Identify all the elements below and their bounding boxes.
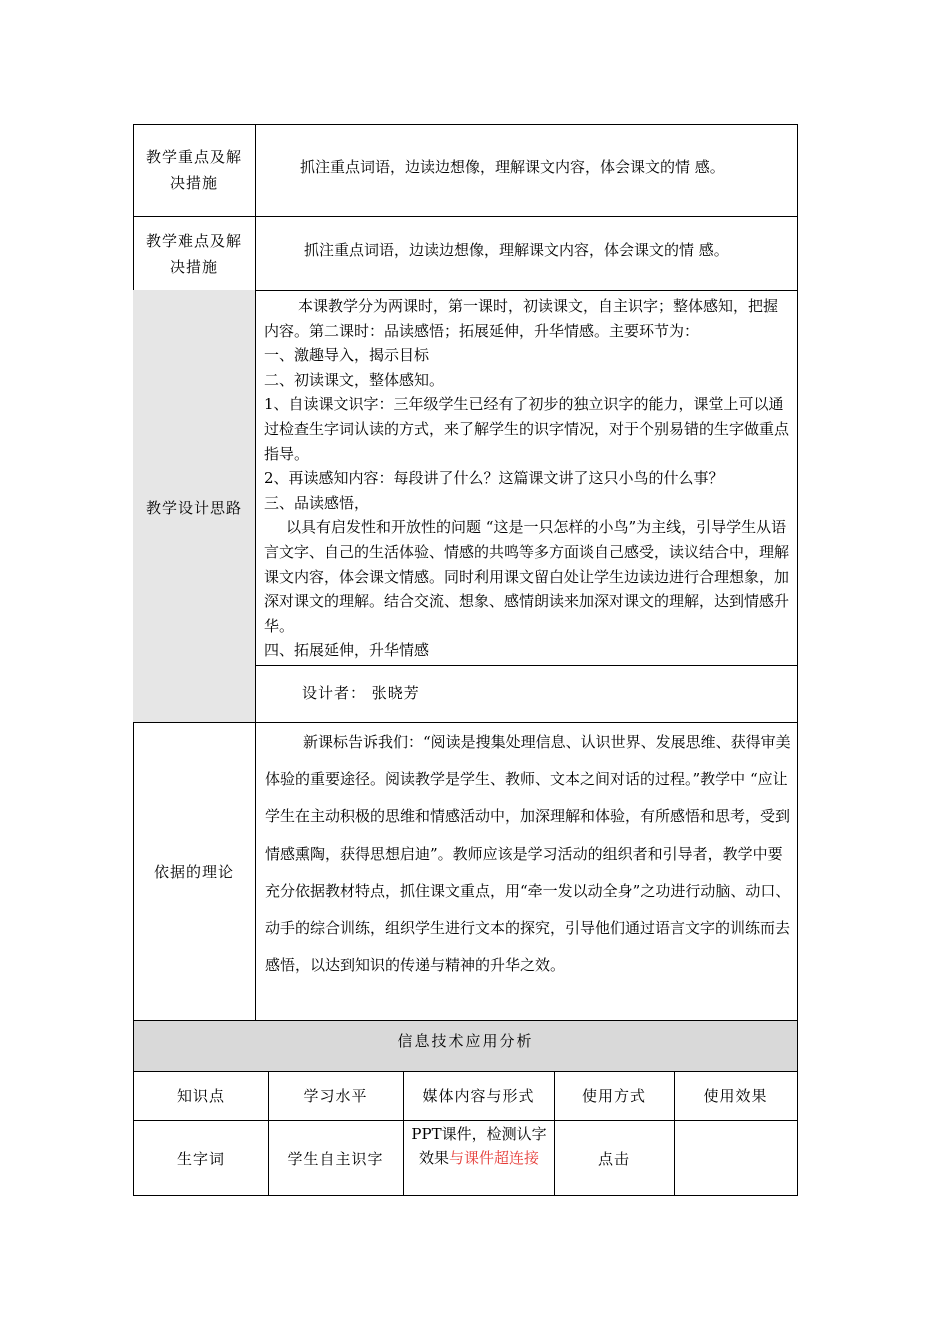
it-header-media: 媒体内容与形式	[422, 1087, 535, 1105]
design-step-2: 二、初读课文，整体感知。	[264, 370, 445, 389]
column-divider	[255, 124, 256, 1020]
it-header-level: 学习水平	[303, 1087, 368, 1105]
difficulties-label: 教学难点及解决措施	[145, 232, 242, 276]
it-header-effect: 使用效果	[703, 1087, 768, 1105]
row-divider	[133, 216, 798, 217]
design-step-4: 四、拓展延伸，升华情感	[264, 641, 430, 660]
difficulties-content: 抓注重点词语，边读边想像，理解课文内容，体会课文的情 感。	[304, 241, 729, 259]
it-row-usage: 点击	[597, 1150, 630, 1168]
design-step-2-1: 1、自读课文识字：三年级学生已经有了初步的独立识字的能力，课堂上可以通过检查生字词认读的方式，来了解学生的识字情况，对于个别易错的生字做重点指导。	[264, 395, 790, 463]
design-label: 教学设计思路	[145, 499, 242, 517]
design-step-1: 一、激趣导入，揭示目标	[264, 346, 430, 365]
it-row-media-text: PPT课件，检测认字效果	[411, 1125, 547, 1167]
it-header-usage: 使用方式	[581, 1087, 646, 1105]
design-step-3-detail: 以具有启发性和开放性的问题 “这是一只怎样的小鸟”为主线，引导学生从语言文字、自己的生活体验、情感的共鸣等多方面谈自己感受，读议结合中，理解课文内容，体会课文情感。同时利用课文留白处让学生边读边进行合理想象，加深对课文的理解。结合交流、想象、感情朗读来加深对课文的理解，达到情感升华。	[264, 518, 790, 635]
it-row-knowledge: 生字词	[176, 1150, 225, 1168]
key-points-label: 教学重点及解决措施	[145, 148, 242, 192]
designer-line: 设计者： 张晓芳	[302, 684, 420, 702]
design-step-2-2: 2、再读感知内容：每段讲了什么？这篇课文讲了这只小鸟的什么事？	[264, 469, 724, 488]
design-content	[264, 294, 792, 663]
courseware-hyperlink[interactable]: 与课件超连接	[449, 1149, 540, 1167]
theory-label: 依据的理论	[153, 863, 234, 881]
theory-content: 新课标告诉我们：“阅读是搜集处理信息、认识世界、发展思维、获得审美体验的重要途径。阅读教学是学生、教师、文本之间对话的过程。”教学中 “应让学生在主动积极的思维和情感活动中，加深理解和体验，有所感悟和思考，受到情感熏陶，获得思想启迪”。教师应该是学习活动的组织者和引导者，教学中要充分依据教材特点，抓住课文重点，用“牵一发以动全身”之功进行动脑、动口、动手的综合训练，组织学生进行文本的探究，引导他们通过语言文字的训练而去感悟，以达到知识的传递与精神的升华之效。	[265, 733, 791, 975]
it-row-level: 学生自主识字	[287, 1150, 384, 1168]
row-divider	[133, 1071, 798, 1072]
row-divider	[133, 722, 798, 723]
design-intro: 本课教学分为两课时，第一课时，初读课文，自主识字；整体感知，把握内容。第二课时：品读感悟；拓展延伸，升华情感。主要环节为：	[264, 297, 779, 340]
it-header-knowledge: 知识点	[176, 1087, 225, 1105]
row-divider	[255, 665, 798, 666]
it-row-media	[408, 1122, 550, 1170]
it-section-title: 信息技术应用分析	[397, 1032, 534, 1050]
key-points-content: 抓注重点词语，边读边想像，理解课文内容，体会课文的情 感。	[300, 158, 725, 176]
design-step-3: 三、品读感悟，	[264, 493, 370, 512]
row-divider	[133, 1120, 798, 1121]
